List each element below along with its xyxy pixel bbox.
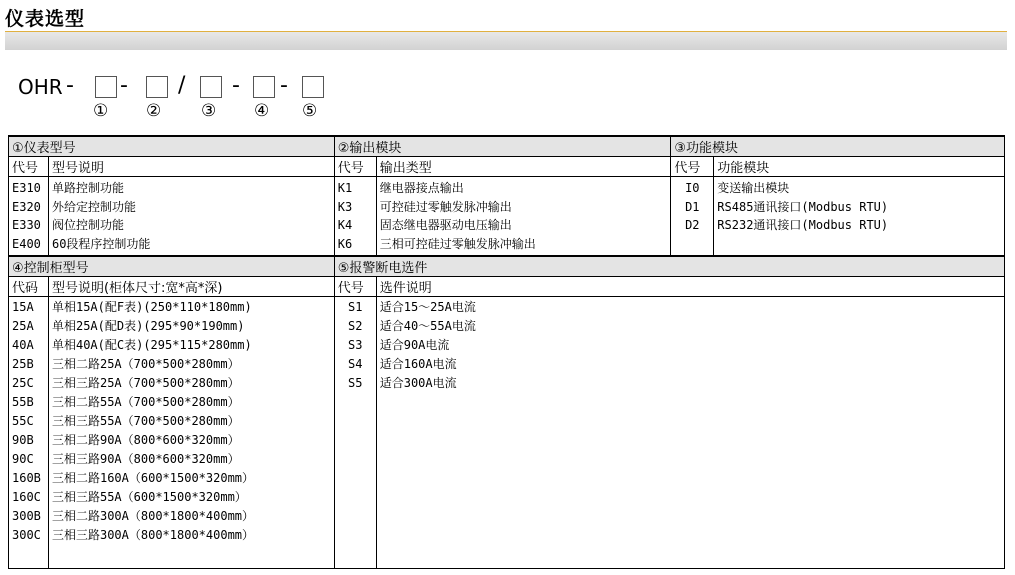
row-code: 90B [12,433,34,447]
row-description: 60段程序控制功能 [51,236,151,251]
section-title-cabinet-model: ④控制柜型号 [9,256,335,277]
code-list [671,177,714,257]
code-slot-3 [200,76,222,98]
row-description: RS485通讯接口(Modbus RTU) [717,199,889,214]
column-header-desc: 功能模块 [714,157,1005,177]
column-header-desc: 型号说明 [48,157,334,177]
row-code: 25C [12,376,34,390]
row-description: 三相三路55A（700*500*280mm） [51,414,240,428]
row-code: E330 [12,218,41,232]
column-header-desc: 输出类型 [376,157,671,177]
page-title: 仪表选型 [5,8,86,30]
row-code: 40A [12,338,34,352]
slot-number-5: ⑤ [302,101,318,121]
row-description: 三相三路90A（800*600*320mm） [51,452,240,466]
code-slot-5 [302,76,324,98]
column-header-desc: 选件说明 [376,277,1004,297]
code-list [334,297,376,569]
row-description: 三相二路300A（800*1800*400mm） [51,509,255,523]
slot-number-2: ② [146,101,162,121]
row-code: E400 [12,236,41,251]
row-description: 三相二路55A（700*500*280mm） [51,395,240,409]
row-description: 三相二路25A（700*500*280mm） [51,357,240,371]
row-code: S1 [348,300,363,314]
code-separator: / [178,73,186,98]
section-title-meter-model: ①仪表型号 [9,136,335,157]
row-description: 三相二路160A（600*1500*320mm） [51,471,255,485]
row-code: 55B [12,395,34,409]
code-slot-4 [253,76,275,98]
row-description: 单路控制功能 [51,181,124,195]
code-list [334,177,376,257]
section-title-output-module: ②输出模块 [334,136,671,157]
row-code: S2 [348,319,363,333]
code-slot-2 [146,76,168,98]
row-code: S4 [348,357,363,371]
section-title-function-module: ③功能模块 [671,136,1005,157]
row-code: 15A [12,300,34,314]
desc-list [48,297,334,569]
row-description: 继电器接点输出 [379,181,464,195]
row-code: E310 [12,181,41,195]
desc-list [376,297,1004,569]
row-description: 阀位控制功能 [51,218,124,232]
code-separator: - [232,73,240,98]
code-list [9,177,49,257]
row-description: 适合160A电流 [379,357,457,371]
row-code: 300B [12,509,41,523]
code-separator: - [66,73,74,98]
row-code: K6 [337,236,353,251]
slot-number-1: ① [93,101,109,121]
row-code: 90C [12,452,34,466]
row-description: 三相二路90A（800*600*320mm） [51,433,240,447]
row-code: K4 [337,218,353,232]
desc-list [376,177,671,257]
title-underline-bar [5,31,1007,50]
row-code: S5 [348,376,363,390]
row-code: 160B [12,471,41,485]
row-description: 单相15A(配F表)(250*110*180mm) [51,300,252,314]
row-description: 变送输出模块 [717,181,790,195]
row-code: 300C [12,528,41,542]
model-prefix: OHR [18,75,63,99]
column-header-code: 代码 [9,277,49,297]
column-header-code: 代号 [334,277,376,297]
row-description: 三相三路55A（600*1500*320mm） [51,490,247,504]
row-description: RS232通讯接口(Modbus RTU) [717,218,889,232]
column-header-code: 代号 [9,157,49,177]
selection-table [8,135,1005,569]
row-description: 外给定控制功能 [51,199,136,214]
slot-number-3: ③ [201,101,217,121]
row-code: E320 [12,199,41,214]
code-list [9,297,49,569]
row-code: K3 [337,199,353,214]
row-code: 55C [12,414,34,428]
row-code: D2 [685,218,700,232]
row-description: 单相25A(配D表)(295*90*190mm) [51,319,245,333]
row-description: 可控硅过零触发脉冲输出 [379,199,512,214]
row-description: 固态继电器驱动电压输出 [379,218,512,232]
row-code: 160C [12,490,41,504]
row-code: K1 [337,181,353,195]
row-description: 单相40A(配C表)(295*115*280mm) [51,338,252,352]
column-header-code: 代号 [671,157,714,177]
code-slot-1 [95,76,117,98]
desc-list [48,177,334,257]
row-description: 三相三路300A（800*1800*400mm） [51,528,255,542]
row-code: D1 [685,199,700,214]
column-header-code: 代号 [334,157,376,177]
code-separator: - [120,73,128,98]
row-description: 适合15～25A电流 [379,300,476,314]
row-code: I0 [685,181,700,195]
row-description: 三相三路25A（700*500*280mm） [51,376,240,390]
column-header-desc: 型号说明(柜体尺寸:宽*高*深) [48,277,334,297]
row-code: 25B [12,357,34,371]
row-description: 适合40～55A电流 [379,319,476,333]
row-description: 适合90A电流 [379,338,450,352]
desc-list [714,177,1005,257]
row-description: 适合300A电流 [379,376,457,390]
code-separator: - [280,73,288,98]
row-code: S3 [348,338,363,352]
row-code: 25A [12,319,34,333]
section-title-alarm-option: ⑤报警断电选件 [334,256,1004,277]
slot-number-4: ④ [254,101,270,121]
row-description: 三相可控硅过零触发脉冲输出 [379,236,536,251]
